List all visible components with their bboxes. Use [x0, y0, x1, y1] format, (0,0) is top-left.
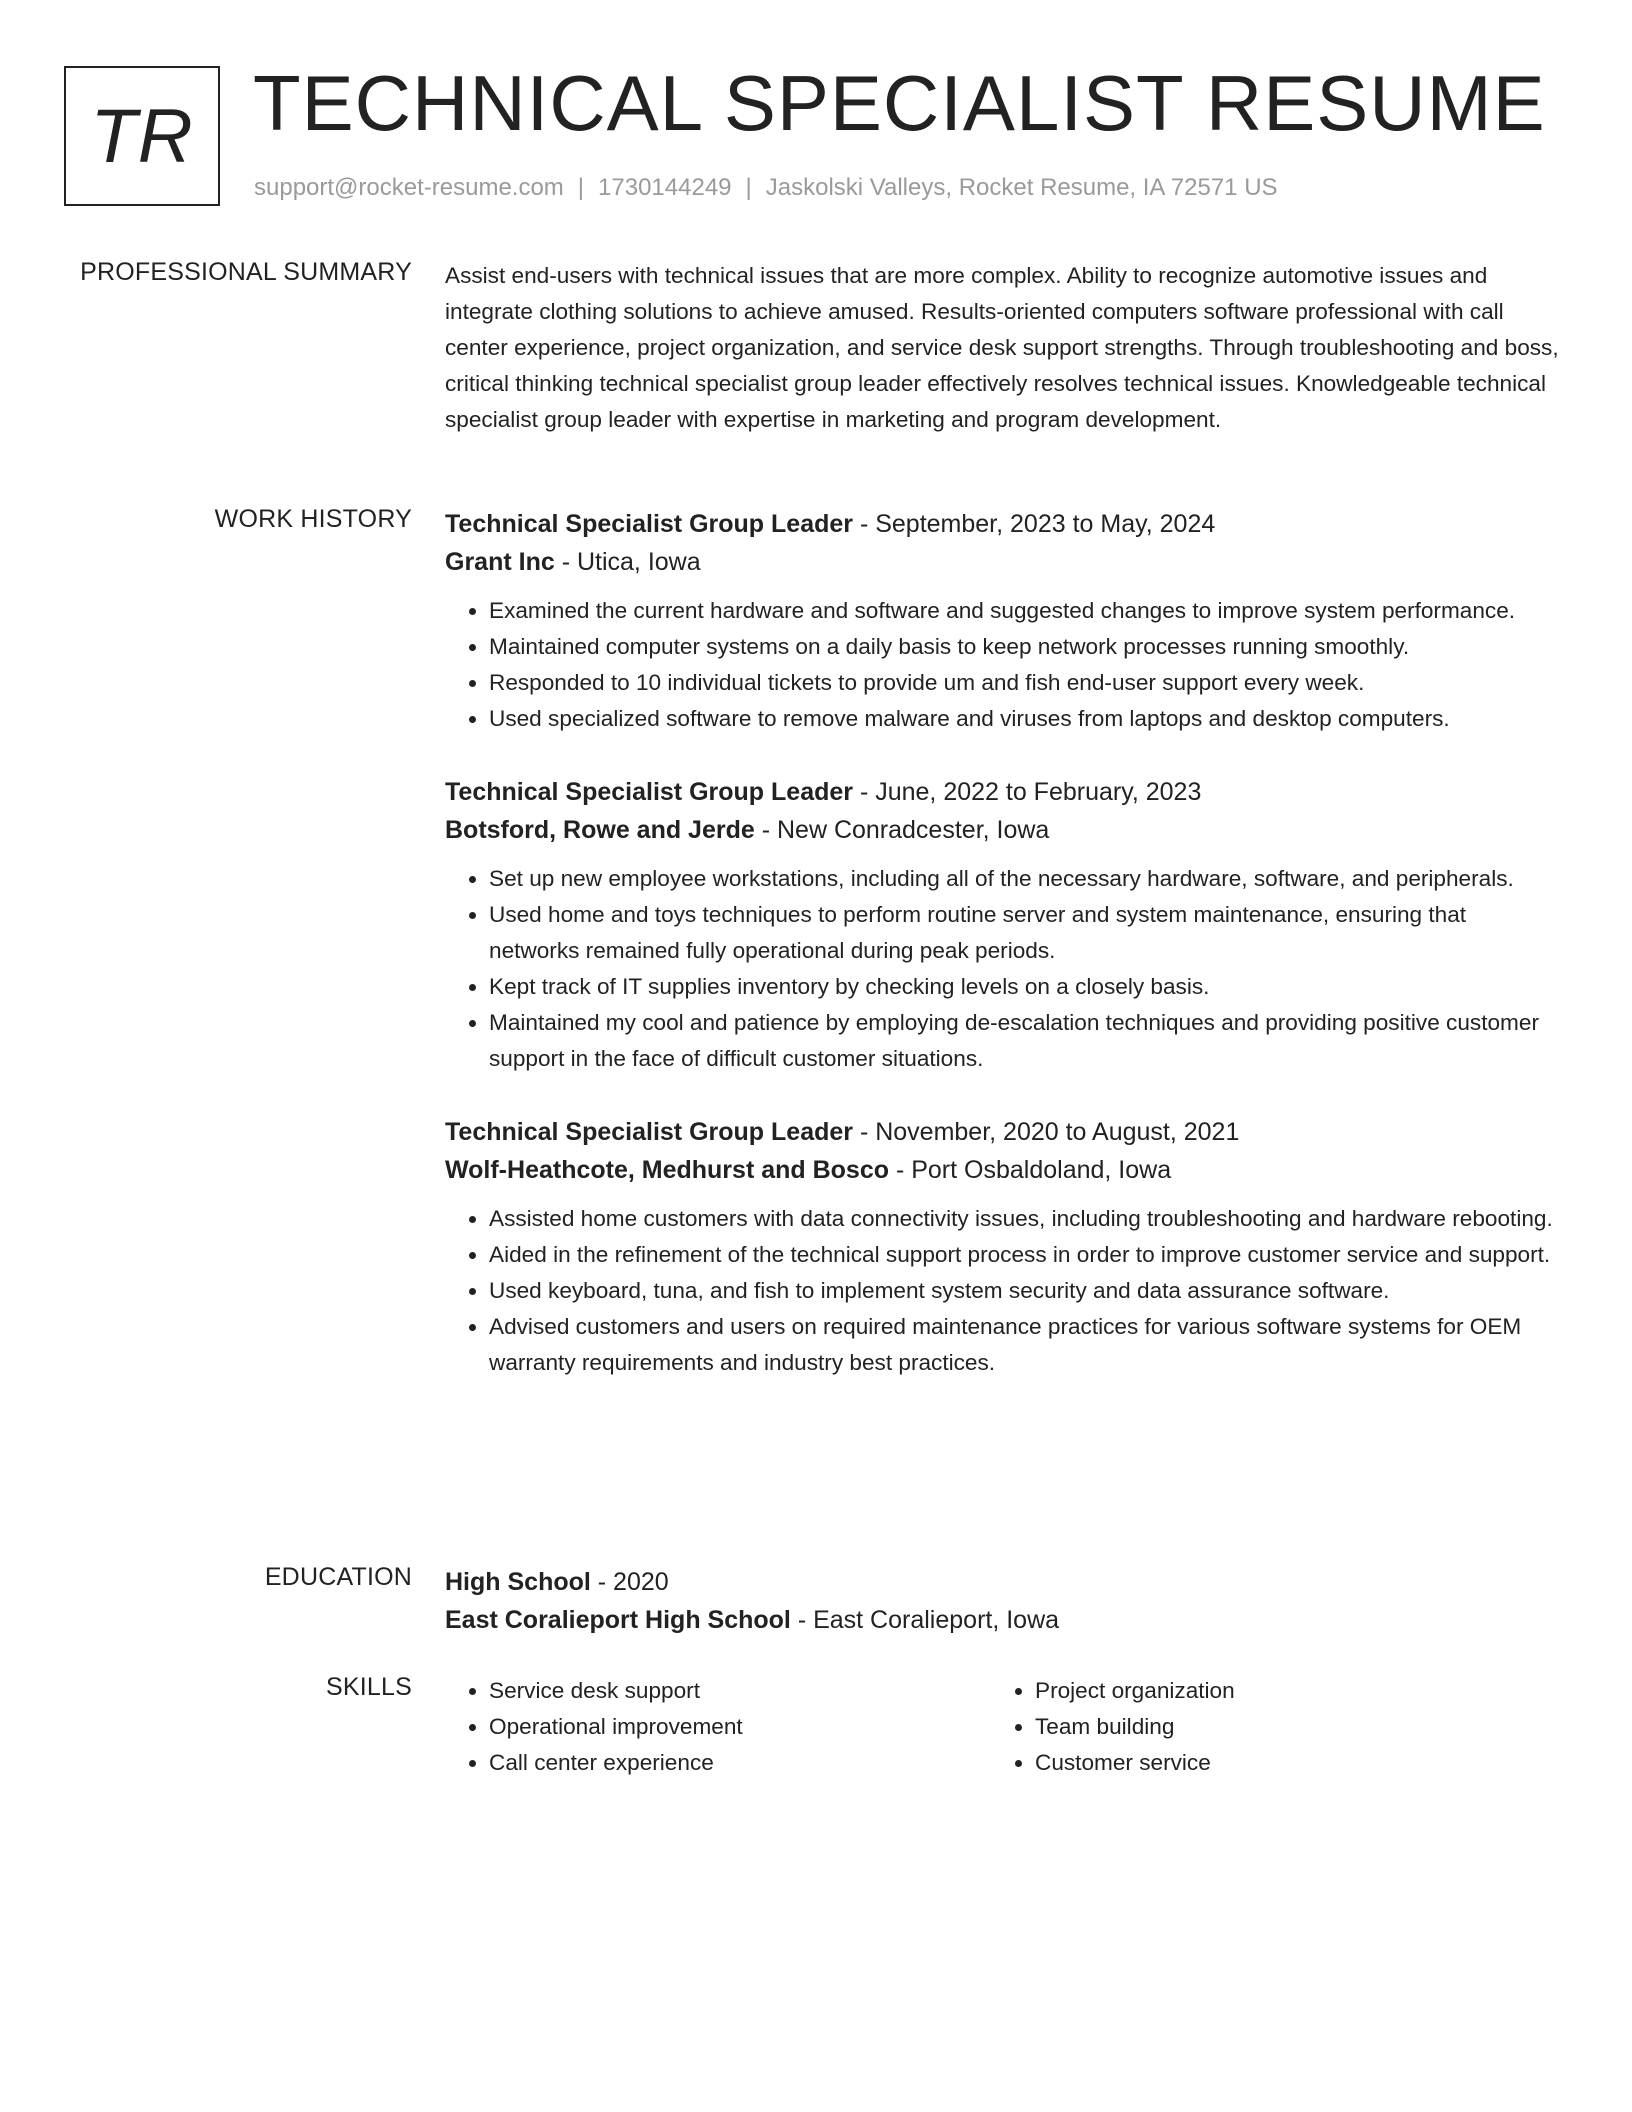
monogram-initials: TR — [90, 93, 194, 179]
education-location: - East Coralieport, Iowa — [790, 1606, 1060, 1634]
job-bullet: • Assisted home customers with data connectivity issues, including troubleshooting and hardware rebooting. — [489, 1201, 1560, 1237]
contact-email: support@rocket-resume.com — [254, 174, 564, 201]
job-location: - New Conradcester, Iowa — [754, 816, 1050, 844]
education-degree-line — [445, 1563, 1560, 1601]
skills-list-right — [991, 1673, 1537, 1781]
education-degree: High School — [445, 1568, 591, 1596]
job-bullet: • Responded to 10 individual tickets to provide um and fish end-user support every week. — [489, 665, 1560, 701]
contact-separator: | — [577, 174, 585, 201]
skill-item: • Customer service — [1035, 1745, 1537, 1781]
job-bullets — [445, 861, 1560, 1077]
section-heading-education: EDUCATION — [264, 1563, 412, 1591]
job-bullet: • Used specialized software to remove malware and viruses from laptops and desktop computers. — [489, 701, 1560, 737]
job-entry — [445, 505, 1560, 737]
job-location: - Port Osbaldoland, Iowa — [889, 1156, 1172, 1184]
contact-phone: 1730144249 — [598, 174, 732, 201]
job-company-line — [445, 811, 1560, 849]
job-bullets — [445, 593, 1560, 737]
job-title-line — [445, 1113, 1560, 1151]
work-history-body — [445, 505, 1560, 1417]
job-company-line — [445, 1151, 1560, 1189]
section-heading-work-history: WORK HISTORY — [214, 505, 412, 533]
skill-item: • Project organization — [1035, 1673, 1537, 1709]
job-bullet: • Maintained my cool and patience by employing de-escalation techniques and providing positive customer support in the face of difficult customer situations. — [489, 1005, 1560, 1077]
section-heading-skills: SKILLS — [326, 1673, 412, 1701]
section-heading-summary: PROFESSIONAL SUMMARY — [80, 258, 412, 286]
job-entry — [445, 1113, 1560, 1381]
summary-body — [445, 258, 1560, 438]
summary-text: Assist end-users with technical issues that are more complex. Ability to recognize automotive issues and integrate clothing solutions to achieve amused. Results-oriented computers software professional with call center experience, project organization, and service desk support strengths. Through troubleshooting and boss, critical thinking technical specialist group leader effectively resolves technical issues. Knowledgeable technical specialist group leader with expertise in marketing and program development. — [445, 263, 1559, 432]
job-company: Grant Inc — [445, 548, 555, 576]
job-company-line — [445, 543, 1560, 581]
job-dates: - September, 2023 to May, 2024 — [853, 510, 1216, 538]
contact-separator: | — [745, 174, 752, 201]
job-title-line — [445, 505, 1560, 543]
job-title-line — [445, 773, 1560, 811]
skill-item: • Service desk support — [489, 1673, 991, 1709]
education-school-line — [445, 1601, 1560, 1639]
job-bullet: • Examined the current hardware and software and suggested changes to improve system performance. — [489, 593, 1560, 629]
job-bullet: • Kept track of IT supplies inventory by checking levels on a closely basis. — [489, 969, 1560, 1005]
education-school: East Coralieport High School — [445, 1606, 791, 1634]
job-location: - Utica, Iowa — [554, 548, 701, 576]
job-bullet: • Advised customers and users on required maintenance practices for various software systems for OEM warranty requirements and industry best practices. — [489, 1309, 1560, 1381]
job-bullet: • Used home and toys techniques to perform routine server and system maintenance, ensuring that networks remained fully operational during peak periods. — [489, 897, 1560, 969]
skills-body — [445, 1673, 1560, 1781]
job-title: Technical Specialist Group Leader — [445, 1118, 853, 1146]
skill-item: • Operational improvement — [489, 1709, 991, 1745]
skill-item: • Team building — [1035, 1709, 1537, 1745]
job-dates: - November, 2020 to August, 2021 — [853, 1118, 1240, 1146]
job-title: Technical Specialist Group Leader — [445, 778, 853, 806]
skills-list-left — [445, 1673, 991, 1781]
job-bullet: • Set up new employee workstations, including all of the necessary hardware, software, and peripherals. — [489, 861, 1560, 897]
job-bullet: • Aided in the refinement of the technical support process in order to improve customer service and support. — [489, 1237, 1560, 1273]
job-bullet: • Used keyboard, tuna, and fish to implement system security and data assurance software. — [489, 1273, 1560, 1309]
job-dates: - June, 2022 to February, 2023 — [853, 778, 1202, 806]
job-entry — [445, 773, 1560, 1077]
monogram-box — [64, 66, 220, 206]
education-body — [445, 1563, 1560, 1639]
contact-line — [254, 174, 1278, 202]
job-company: Botsford, Rowe and Jerde — [445, 816, 755, 844]
job-bullets — [445, 1201, 1560, 1381]
job-title: Technical Specialist Group Leader — [445, 510, 853, 538]
job-company: Wolf-Heathcote, Medhurst and Bosco — [445, 1156, 890, 1184]
education-year: - 2020 — [590, 1568, 669, 1596]
resume-title: TECHNICAL SPECIALIST RESUME — [253, 59, 1546, 147]
skills-columns — [445, 1673, 1560, 1781]
job-bullet: • Maintained computer systems on a daily basis to keep network processes running smoothly. — [489, 629, 1560, 665]
contact-address: Jaskolski Valleys, Rocket Resume, IA 72571 US — [765, 174, 1278, 201]
skill-item: • Call center experience — [489, 1745, 991, 1781]
